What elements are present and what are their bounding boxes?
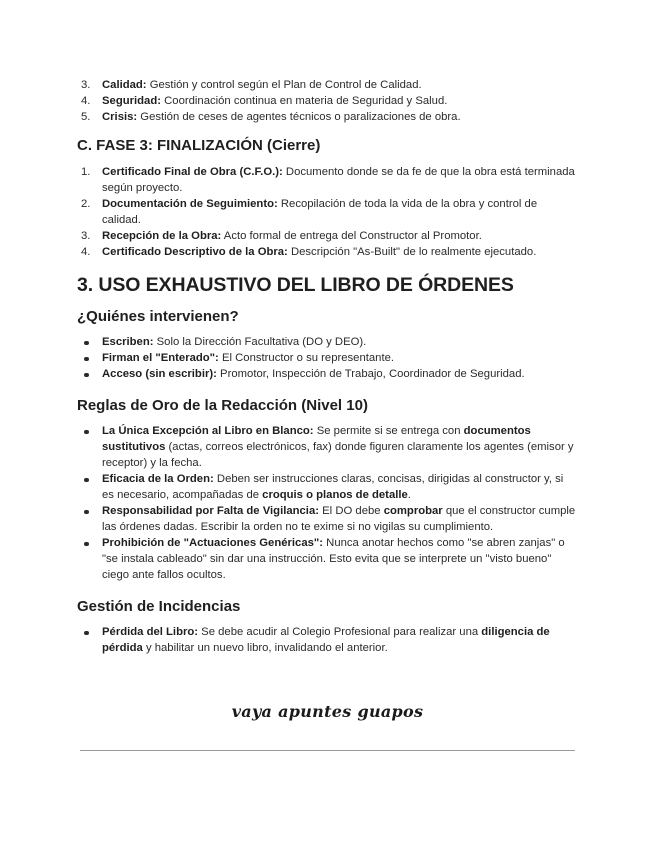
bullet-icon	[84, 430, 89, 435]
item-term: Prohibición de "Actuaciones Genéricas":	[102, 537, 324, 549]
item-text: Acto formal de entrega del Constructor al Promotor.	[221, 230, 482, 242]
quienes-list	[77, 334, 577, 382]
item-text: Se permite si se entrega con	[313, 425, 464, 437]
item-text: .	[407, 489, 411, 501]
bullet-icon	[84, 341, 89, 346]
list-item	[77, 535, 577, 583]
item-text: (actas, correos electrónicos, fax) donde figuren claramente los agentes (emisor y receptor) y la fecha.	[102, 441, 574, 469]
incidencias-list	[77, 624, 577, 656]
item-term: Pérdida del Libro:	[102, 626, 199, 638]
divider-line	[80, 750, 575, 751]
item-text: que el constructor cumple las órdenes dadas. Escribir la orden no te exime si no vigilas su cumplimiento.	[102, 505, 576, 533]
item-text: Se debe acudir al Colegio Profesional para realizar una	[198, 626, 482, 638]
bullet-icon	[84, 542, 89, 547]
reglas-list	[77, 423, 577, 583]
list-item	[77, 471, 577, 503]
handwritten-signature: vaya apuntes guapos	[231, 702, 424, 721]
item-emphasis: croquis o planos de detalle	[262, 489, 408, 501]
list-item	[77, 350, 577, 366]
fase3-heading: C. FASE 3: FINALIZACIÓN (Cierre)	[77, 137, 321, 154]
quienes-heading: ¿Quiénes intervienen?	[77, 308, 239, 325]
item-text: Recopilación de toda la vida de la obra y control de calidad.	[102, 198, 538, 226]
item-term: Firman el "Enterado":	[102, 352, 219, 364]
item-text: Promotor, Inspección de Trabajo, Coordinador de Seguridad.	[216, 368, 525, 380]
item-text: Descripción "As-Built" de lo realmente ejecutado.	[287, 246, 537, 258]
list-item: 3. Recepción de la Obra: Acto formal de entrega del Constructor al Promotor.	[81, 230, 482, 242]
item-text: Documento donde se da fe de que la obra está terminada según proyecto.	[102, 166, 575, 194]
list-item	[77, 423, 577, 471]
item-term: Responsabilidad por Falta de Vigilancia:	[102, 505, 319, 517]
item-term: Escriben:	[102, 336, 154, 348]
bullet-icon	[84, 478, 89, 483]
item-emphasis: comprobar	[383, 505, 443, 517]
bullet-icon	[84, 631, 89, 636]
list-item: 3. Calidad: Gestión y control según el Plan de Control de Calidad.	[81, 79, 422, 91]
item-emphasis: diligencia de pérdida	[102, 626, 550, 654]
list-item	[77, 503, 577, 535]
incidencias-heading: Gestión de Incidencias	[77, 598, 241, 615]
item-term: Calidad:	[102, 79, 147, 91]
item-text: Gestión de ceses de agentes técnicos o paralizaciones de obra.	[137, 111, 461, 123]
item-term: Certificado Descriptivo de la Obra:	[102, 246, 288, 258]
item-text: y habilitar un nuevo libro, invalidando el anterior.	[142, 642, 388, 654]
item-term: Recepción de la Obra:	[102, 230, 222, 242]
bullet-icon	[84, 510, 89, 515]
item-text: Nunca anotar hechos como "se abren zanjas" o "se instala cableado" sin dar una instrucción. Esto evita que se interprete un "visto bueno" ciego ante fallos ocultos.	[102, 537, 565, 581]
list-item	[77, 624, 577, 656]
item-text: El Constructor o su representante.	[218, 352, 395, 364]
list-item: 4. Certificado Descriptivo de la Obra: Descripción "As-Built" de lo realmente ejecutado.	[81, 246, 537, 258]
item-term: Crisis:	[102, 111, 138, 123]
item-term: Seguridad:	[102, 95, 161, 107]
item-emphasis: documentos sustitutivos	[102, 425, 531, 453]
item-text: El DO debe	[319, 505, 384, 517]
item-text: Coordinación continua en materia de Seguridad y Salud.	[161, 95, 448, 107]
item-term: Certificado Final de Obra (C.F.O.):	[102, 166, 283, 178]
list-item	[77, 366, 577, 382]
item-term: La Única Excepción al Libro en Blanco:	[102, 425, 314, 437]
phase-list-continued	[77, 77, 577, 125]
section-heading: 3. USO EXHAUSTIVO DEL LIBRO DE ÓRDENES	[77, 274, 514, 296]
bullet-icon	[84, 373, 89, 378]
item-term: Eficacia de la Orden:	[102, 473, 214, 485]
list-item	[77, 334, 577, 350]
item-text: Gestión y control según el Plan de Control de Calidad.	[146, 79, 422, 91]
item-term: Documentación de Seguimiento:	[102, 198, 278, 210]
item-text: Deben ser instrucciones claras, concisas, dirigidas al constructor y, si es necesario, acompañadas de	[102, 473, 564, 501]
item-term: Acceso (sin escribir):	[102, 368, 217, 380]
reglas-heading: Reglas de Oro de la Redacción (Nivel 10)	[77, 397, 368, 414]
bullet-icon	[84, 357, 89, 362]
list-item: 2. Documentación de Seguimiento: Recopilación de toda la vida de la obra y control de calidad.	[81, 198, 538, 226]
item-text: Solo la Dirección Facultativa (DO y DEO).	[153, 336, 367, 348]
list-item: 5. Crisis: Gestión de ceses de agentes técnicos o paralizaciones de obra.	[81, 111, 461, 123]
list-item: 1. Certificado Final de Obra (C.F.O.): Documento donde se da fe de que la obra está terminada según proyecto.	[81, 166, 575, 194]
list-item: 4. Seguridad: Coordinación continua en materia de Seguridad y Salud.	[81, 95, 448, 107]
fase3-list	[77, 164, 577, 260]
